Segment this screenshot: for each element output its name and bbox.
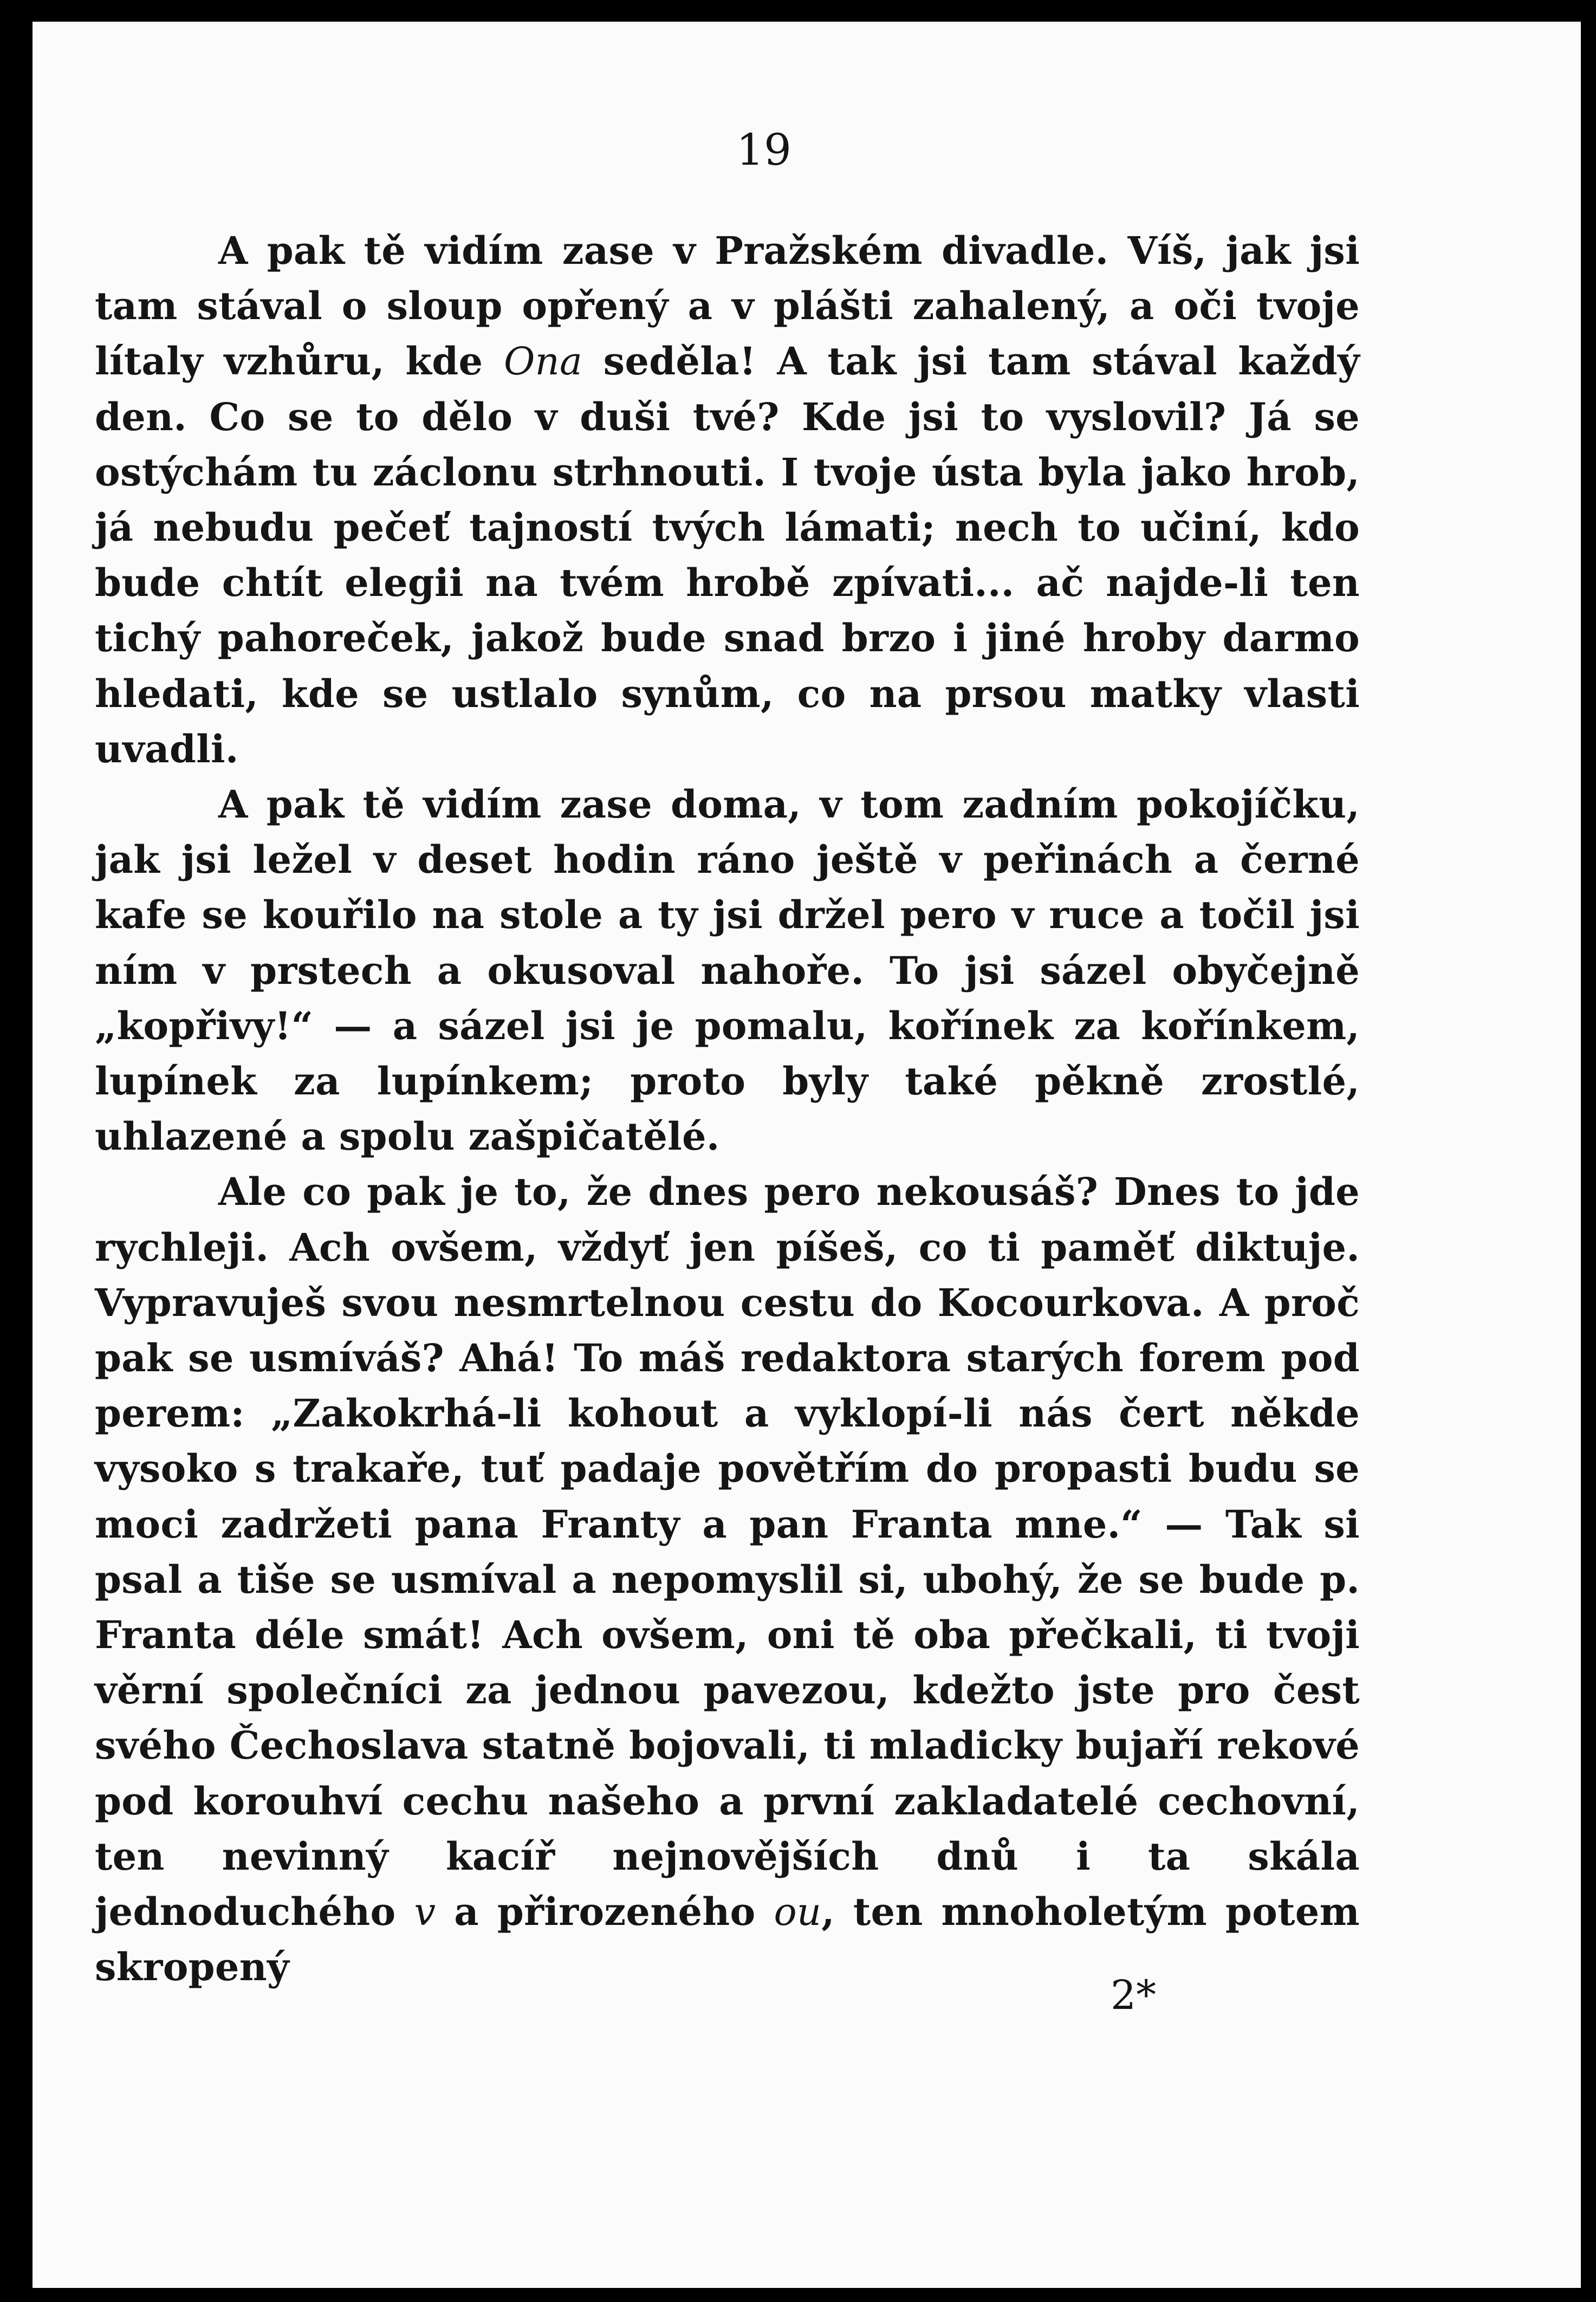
paragraph-1: [95, 223, 1360, 777]
text-run: A pak tě vidím zase doma, v tom zadním pokojíčku, jak jsi ležel v deset hodin ráno ještě v peřinách a černé kafe se kouřilo na stole a ty jsi držel pero v ruce a točil jsi ním v prstech a okusoval nahoře. To jsi sázel obyčejně „kopřivy!“ — a sázel jsi je pomalu, kořínek za kořínkem, lupínek za lupínkem; proto byly také pěkně zrostlé, uhlazené a spolu zašpičatělé.: [95, 782, 1360, 1159]
text-run: A pak tě vidím zase v Pražském divadle. Víš, jak jsi tam stával o sloup opřený a v plášti zahalený, a oči tvoje lítaly vzhůru, kde: [95, 228, 1360, 384]
paragraph-3: [95, 1164, 1360, 1995]
scan-border-right: [1581, 0, 1596, 2302]
italic-run: Ona: [503, 339, 583, 384]
text-run: Ale co pak je to, že dnes pero nekousáš? Dnes to jde rychleji. Ach ovšem, vždyť jen píšeš, co ti paměť diktuje. Vypravuješ svou nesmrtelnou cestu do Kocourkova. A proč pak se usmíváš? Ahá! To máš redaktora starých forem pod perem: „Zakokrhá-li kohout a vyklopí-li nás čert někde vysoko s trakaře, tuť padaje povětřím do propasti budu se moci zadržeti pana Franty a pan Franta mne.“ — Tak si psal a tiše se usmíval a nepomyslil si, ubohý, že se bude p. Franta déle smát! Ach ovšem, oni tě oba přečkali, ti tvoji věrní společníci za jednou pavezou, kdežto jste pro čest svého Čechoslava statně bojovali, ti mladicky bujaří rekové pod korouhví cechu našeho a první zakladatelé cechovní, ten nevinný kacíř nejnovějších dnů i ta skála jednoduchého: [95, 1169, 1360, 1935]
body-text: [95, 223, 1360, 1995]
italic-run: ou: [774, 1890, 822, 1935]
scan-border-top: [0, 0, 1596, 22]
scan-border-bottom: [0, 2288, 1596, 2302]
signature-mark: 2*: [1111, 1972, 1157, 2019]
text-run: a přirozeného: [436, 1889, 774, 1935]
scan-border-left: [0, 0, 33, 2302]
page-number: 19: [736, 125, 791, 175]
text-run: , ten mnoholetým potem skropený: [95, 1889, 1360, 1990]
paragraph-2: [95, 777, 1360, 1164]
text-run: seděla! A tak jsi tam stával každý den. Co se to dělo v duši tvé? Kde jsi to vyslovil? Já se ostýchám tu záclonu strhnouti. I tvoje ústa byla jako hrob, já nebudu pečeť tajností tvých lámati; nech to učiní, kdo bude chtít elegii na tvém hrobě zpívati... ač najde-li ten tichý pahoreček, jakož bude snad brzo i jiné hroby darmo hledati, kde se ustlalo synům, co na prsou matky vlasti uvadli.: [95, 339, 1360, 771]
book-page: [33, 22, 1581, 2288]
italic-run: v: [414, 1890, 436, 1935]
